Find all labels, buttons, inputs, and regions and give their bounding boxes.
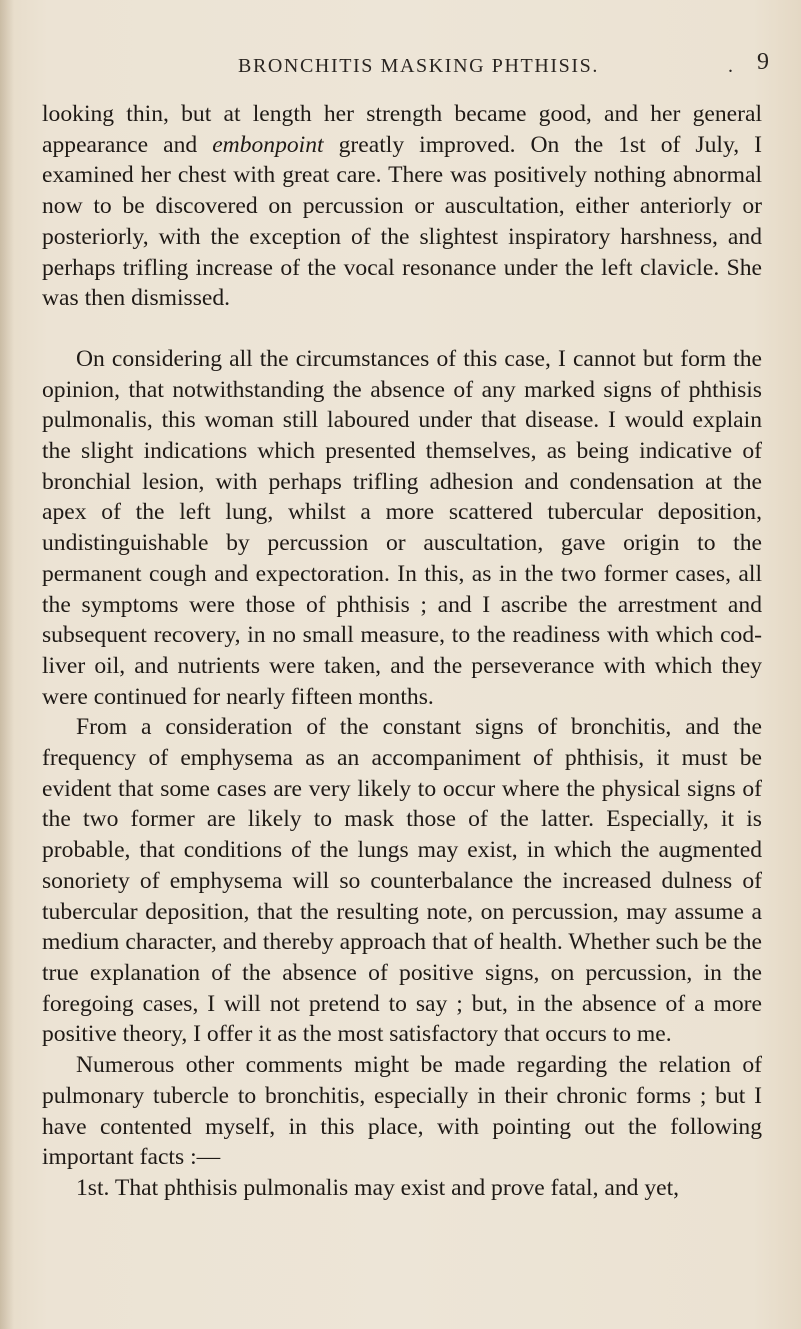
paragraph-text: greatly improved. On the 1st of July, I examined her chest with great care. There was positively nothing abnormal now to be discovered on percussion or auscultation, either anteriorly or posteriorly, with the exception of the slightest inspiratory harshness, and perhaps trifling increase of the vocal resonance under the left clavicle. She was then dismissed. [42,131,762,312]
page-gutter-shadow [0,0,14,1329]
body-text [42,99,762,1204]
page-number: 9 [757,49,769,75]
paragraph: From a consideration of the constant signs of bronchitis, and the frequency of emphysema as an accompaniment of phthisis, it must be evident that some cases are very likely to occur where the physical signs of the two former are likely to mask those of the latter. Especially, it is probable, that conditions of the lungs may exist, in which the augmented sonoriety of emphysema will so counterbalance the increased dulness of tubercular deposition, that the resulting note, on percussion, may assume a medium character, and thereby approach that of health. Whether such be the true explanation of the absence of positive signs, on percussion, in the foregoing cases, I will not pretend to say ; but, in the absence of a more positive theory, I offer it as the most satisfactory that occurs to me. [42,714,762,1048]
running-head: BRONCHITIS MASKING PHTHISIS. [238,55,599,77]
italic-term: embonpoint [212,131,324,158]
paragraph-continued [42,99,762,314]
paragraph-text: looking thin, but at length her strength became good, and her general appearance and [42,101,762,158]
paragraph: On considering all the circumstances of this case, I cannot but form the opinion, that notwithstanding the absence of any marked signs of phthisis pulmonalis, this woman still laboured under that disease. I would explain the slight indications which presented themselves, as being indicative of bronchial lesion, with perhaps trifling adhesion and condensation at the apex of the left lung, whilst a more scattered tubercular deposition, undistinguishable by percussion or auscultation, gave origin to the permanent cough and expectoration. In this, as in the two former cases, all the symptoms were those of phthisis ; and I ascribe the arrestment and subsequent recovery, in no small measure, to the readiness with which cod-liver oil, and nutrients were taken, and the perseverance with which they were continued for nearly fifteen months. [42,345,762,710]
paragraph: Numerous other comments might be made regarding the relation of pulmonary tubercle to bronchitis, especially in their chronic forms ; but I have contented myself, in this place, with pointing out the following important facts :— [42,1052,762,1171]
running-head-dot: . [728,55,733,77]
paragraph: 1st. That phthisis pulmonalis may exist and prove fatal, and yet, [76,1174,680,1201]
